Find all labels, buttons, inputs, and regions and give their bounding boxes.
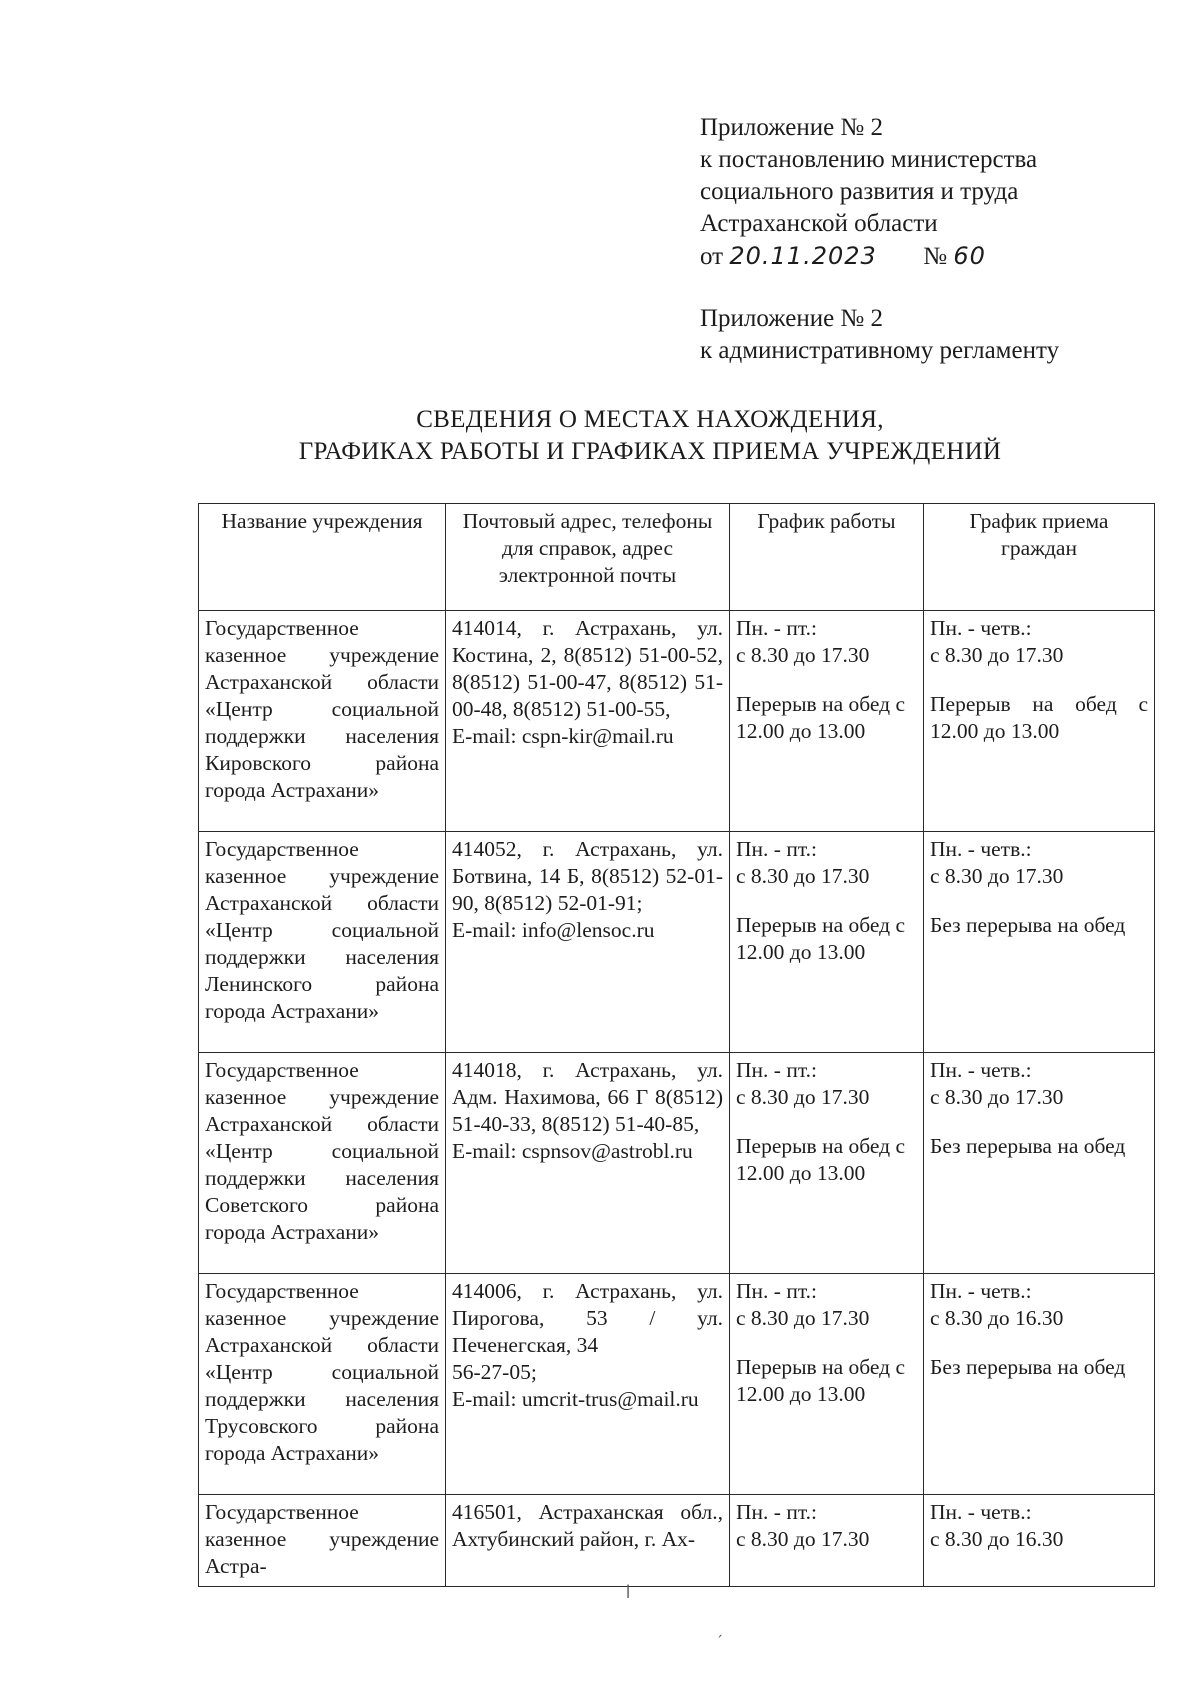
reception-break: Перерыв на обед с 12.00 до 13.00 <box>930 692 1148 743</box>
table-row <box>199 611 1155 832</box>
decree-date-line <box>700 240 1170 273</box>
title-line-2: ГРАФИКАХ РАБОТЫ И ГРАФИКАХ ПРИЕМА УЧРЕЖДЕНИЙ <box>298 438 1002 465</box>
address: 414018, г. Астрахань, ул. Адм. Нахимова, 66 Г <box>452 1058 723 1109</box>
reception-schedule <box>924 1274 1155 1495</box>
work-break: Перерыв на обед с 12.00 до 13.00 <box>736 1134 906 1185</box>
address: 414014, г. Астрахань, ул. Костина, 2, <box>452 616 723 667</box>
reception-hours: с 8.30 до 16.30 <box>930 1306 1064 1330</box>
institution-contacts <box>446 611 730 832</box>
institution-name: Государственное казенное учреждение Астраханской области «Центр социальной поддержки населения Ленинского района города Астрахани» <box>199 832 446 1053</box>
number-prefix: № <box>923 243 948 270</box>
appendix2-line-2: к административному регламенту <box>700 337 1060 364</box>
address: 414006, г. Астрахань, ул. Пирогова, 53 / ул. Печенегская, 34 <box>452 1279 723 1357</box>
handwritten-date: 20.11.2023 <box>729 242 877 270</box>
reception-days: Пн. - четв.: <box>930 1500 1032 1524</box>
institution-name: Государственное казенное учреждение Астраханской области «Центр социальной поддержки населения Советского района города Астрахани» <box>199 1053 446 1274</box>
appendix-line-3: социального развития и труда <box>700 178 1019 205</box>
institution-name: Государственное казенное учреждение Астра- <box>199 1495 446 1587</box>
reception-schedule <box>924 1053 1155 1274</box>
email: E-mail: umcrit-trus@mail.ru <box>452 1387 699 1411</box>
work-hours: с 8.30 до 17.30 <box>736 1527 870 1551</box>
work-days: Пн. - пт.: <box>736 837 817 861</box>
scan-speck: ǀ <box>626 1583 631 1599</box>
institution-name: Государственное казенное учреждение Астраханской области «Центр социальной поддержки населения Кировского района города Астрахани» <box>199 611 446 832</box>
header-address: Почтовый адрес, телефоны для справок, адрес электронной почты <box>446 504 730 611</box>
table-header-row <box>199 504 1155 611</box>
address: 414052, г. Астрахань, ул. Ботвина, 14 Б, <box>452 837 723 888</box>
date-prefix: от <box>700 243 724 270</box>
work-hours: с 8.30 до 17.30 <box>736 1306 870 1330</box>
work-break: Перерыв на обед с 12.00 до 13.00 <box>736 913 906 964</box>
reception-days: Пн. - четв.: <box>930 1058 1032 1082</box>
scan-speck: ˏ <box>716 1622 723 1638</box>
work-hours: с 8.30 до 17.30 <box>736 864 870 888</box>
institution-contacts <box>446 1495 730 1587</box>
reception-schedule <box>924 611 1155 832</box>
work-schedule <box>730 832 924 1053</box>
institution-contacts <box>446 832 730 1053</box>
reception-days: Пн. - четв.: <box>930 1279 1032 1303</box>
phones: 8(8512) 51-00-52, 8(8512) 51-00-47, 8(8512) 51-00-48, 8(8512) 51-00-55, <box>452 643 723 721</box>
reception-hours: с 8.30 до 17.30 <box>930 864 1064 888</box>
work-break: Перерыв на обед с 12.00 до 13.00 <box>736 1355 906 1406</box>
work-schedule <box>730 1495 924 1587</box>
work-days: Пн. - пт.: <box>736 616 817 640</box>
table-row <box>199 832 1155 1053</box>
reception-break: Без перерыва на обед <box>930 1355 1126 1379</box>
work-days: Пн. - пт.: <box>736 1058 817 1082</box>
appendix-line-2: к постановлению министерства <box>700 146 1038 173</box>
appendix-header <box>700 112 1170 367</box>
reception-schedule <box>924 832 1155 1053</box>
email: E-mail: cspn-kir@mail.ru <box>452 724 674 748</box>
email: E-mail: cspnsov@astrobl.ru <box>452 1139 693 1163</box>
reception-days: Пн. - четв.: <box>930 837 1032 861</box>
reception-hours: с 8.30 до 17.30 <box>930 1085 1064 1109</box>
handwritten-number: 60 <box>953 242 986 270</box>
table-row <box>199 1053 1155 1274</box>
reception-days: Пн. - четв.: <box>930 616 1032 640</box>
header-institution-name: Название учреждения <box>199 504 446 611</box>
appendix-line-4: Астраханской области <box>700 210 938 237</box>
phones: 56-27-05; <box>452 1360 537 1384</box>
institution-contacts <box>446 1274 730 1495</box>
institution-contacts <box>446 1053 730 1274</box>
work-hours: с 8.30 до 17.30 <box>736 643 870 667</box>
reception-schedule <box>924 1495 1155 1587</box>
work-schedule <box>730 1274 924 1495</box>
work-break: Перерыв на обед с 12.00 до 13.00 <box>736 692 906 743</box>
address: 416501, Астраханская обл., Ахтубинский район, г. Ах- <box>452 1500 723 1551</box>
table-row <box>199 1495 1155 1587</box>
work-days: Пн. - пт.: <box>736 1500 817 1524</box>
header-reception-schedule: График приема граждан <box>924 504 1155 611</box>
work-schedule <box>730 1053 924 1274</box>
phones: 8(8512) 52-01-90, 8(8512) 52-01-91; <box>452 864 724 915</box>
header-work-schedule: График работы <box>730 504 924 611</box>
phones: 8(8512) 51-40-33, 8(8512) 51-40-85, <box>452 1085 724 1136</box>
table-row <box>199 1274 1155 1495</box>
reception-break: Без перерыва на обед <box>930 913 1126 937</box>
institution-name: Государственное казенное учреждение Астраханской области «Центр социальной поддержки населения Трусовского района города Астрахани» <box>199 1274 446 1495</box>
title-line-1: СВЕДЕНИЯ О МЕСТАХ НАХОЖДЕНИЯ, <box>416 406 884 433</box>
work-days: Пн. - пт.: <box>736 1279 817 1303</box>
appendix-line-1: Приложение № 2 <box>700 114 884 141</box>
institutions-table <box>198 503 1155 1587</box>
work-hours: с 8.30 до 17.30 <box>736 1085 870 1109</box>
reception-break: Без перерыва на обед <box>930 1134 1126 1158</box>
reception-hours: с 8.30 до 16.30 <box>930 1527 1064 1551</box>
work-schedule <box>730 611 924 832</box>
email: E-mail: info@lensoc.ru <box>452 918 655 942</box>
appendix2-line-1: Приложение № 2 <box>700 305 884 332</box>
reception-hours: с 8.30 до 17.30 <box>930 643 1064 667</box>
document-title <box>200 404 1100 468</box>
